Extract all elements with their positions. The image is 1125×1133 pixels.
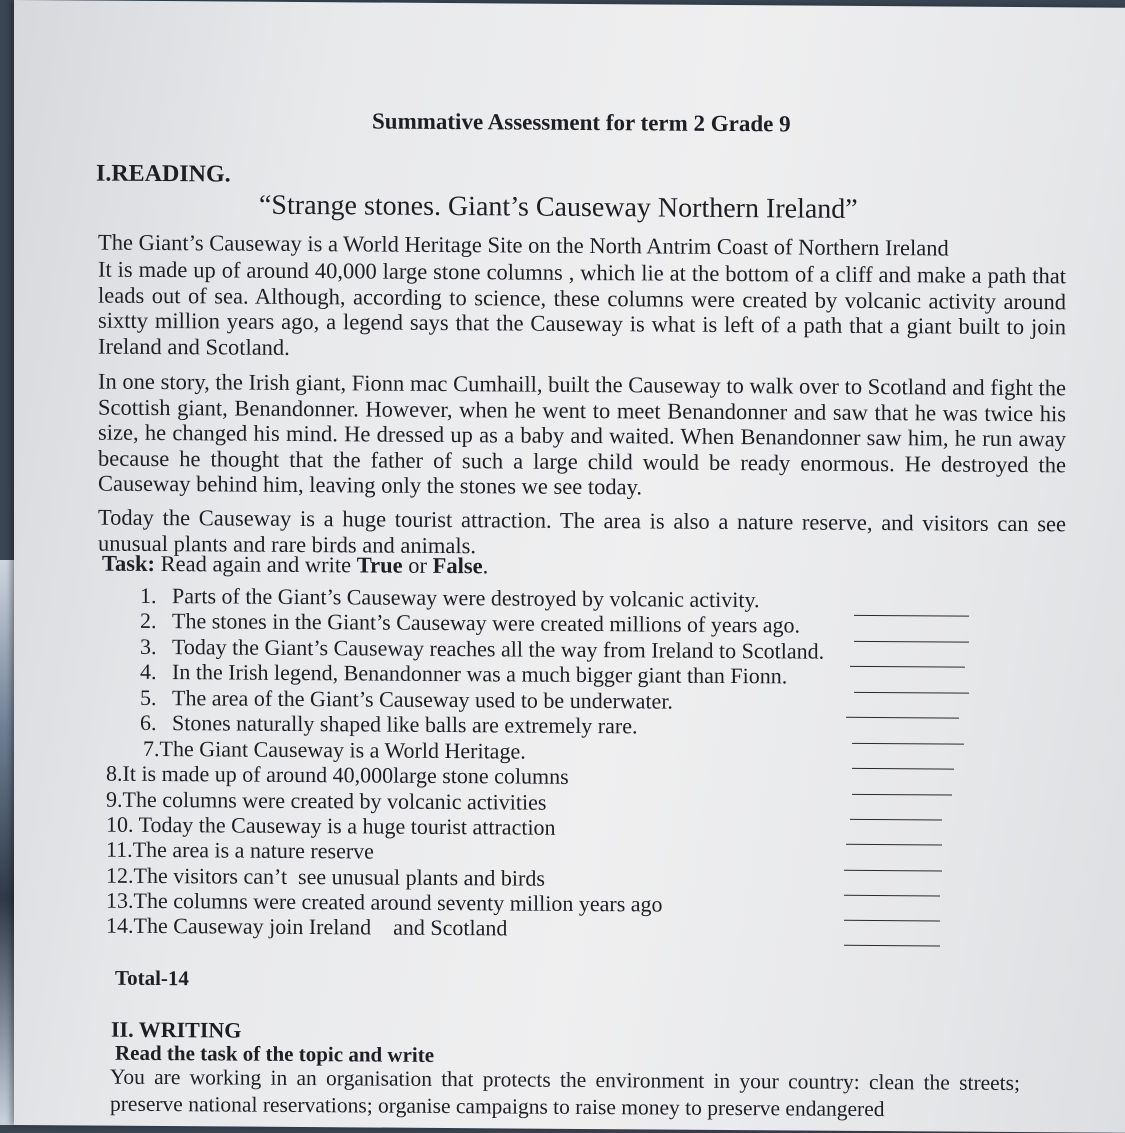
- answer-blank-2[interactable]: [854, 641, 969, 643]
- question-2: 2. The stones in the Giant’s Causeway were created millions of years ago.: [140, 607, 801, 638]
- answer-blank-4[interactable]: [854, 692, 969, 694]
- question-7: 7.The Giant Causeway is a World Heritage.: [143, 735, 526, 764]
- task-label: Task:: [102, 550, 155, 576]
- question-3: 3. Today the Giant’s Causeway reaches all the way from Ireland to Scotland.: [140, 633, 825, 664]
- story-title: “Strange stones. Giant’s Causeway Northern Ireland”: [259, 189, 858, 225]
- question-12: 12.The visitors can’t see unusual plants and birds: [106, 862, 545, 891]
- answer-blank-7[interactable]: [852, 768, 954, 770]
- worksheet-page: [14, 0, 1125, 1133]
- writing-task-text: You are working in an organisation that protects the environment in your country: clean the streets; preserve national reservations; organise campaigns to raise money to preserve endangered: [110, 1064, 1020, 1122]
- answer-blank-11[interactable]: [844, 870, 942, 872]
- answer-blank-14[interactable]: [844, 945, 940, 947]
- question-4: 4. In the Irish legend, Benandonner was a much bigger giant than Fionn.: [140, 658, 788, 689]
- question-14: 14.The Causeway join Ireland and Scotland: [106, 912, 508, 941]
- question-5: 5. The area of the Giant’s Causeway used to be underwater.: [140, 684, 673, 714]
- answer-blank-3[interactable]: [850, 666, 965, 668]
- answer-blank-5[interactable]: [846, 717, 959, 719]
- answer-blank-9[interactable]: [850, 819, 942, 821]
- task-text-a: Read again and write: [154, 550, 357, 578]
- answer-blank-8[interactable]: [852, 794, 952, 796]
- writing-heading: II. WRITING: [111, 1016, 242, 1043]
- paragraph-1: The Giant’s Causeway is a World Heritage Site on the North Antrim Coast of Northern Ireland: [98, 229, 949, 261]
- answer-blank-12[interactable]: [844, 895, 940, 897]
- answer-blank-1[interactable]: [854, 615, 969, 617]
- task-false-word: False: [432, 552, 483, 579]
- writing-subheading: Read the task of the topic and write: [115, 1040, 435, 1067]
- question-1: 1. Parts of the Giant’s Causeway were destroyed by volcanic activity.: [140, 582, 760, 613]
- question-6: 6. Stones naturally shaped like balls are extremely rare.: [140, 709, 638, 739]
- question-9: 9.The columns were created by volcanic activities: [106, 786, 547, 815]
- task-true-word: True: [356, 552, 403, 578]
- paragraph-4: Today the Causeway is a huge tourist attraction. The area is also a nature reserve, and visitors can see unusual plants and rare birds and animals.: [98, 504, 1066, 558]
- question-13: 13.The columns were created around seventy million years ago: [106, 887, 663, 917]
- total-score: Total-14: [115, 965, 189, 991]
- paragraph-2: It is made up of around 40,000 large stone columns , which lie at the bottom of a cliff and make a path that leads out of sea. Although, according to science, these columns were created by volcanic activity around sixtty million years ago, a legend says that the Causeway is what is left of a path that a giant built to join Ireland and Scotland.: [98, 256, 1066, 360]
- question-11: 11.The area is a nature reserve: [106, 836, 374, 864]
- answer-blank-6[interactable]: [852, 743, 964, 745]
- answer-blank-10[interactable]: [846, 844, 942, 846]
- question-8: 8.It is made up of around 40,000large stone columns: [106, 760, 569, 789]
- question-10: 10. Today the Causeway is a huge tourist attraction: [106, 811, 556, 840]
- page-title: Summative Assessment for term 2 Grade 9: [372, 108, 791, 137]
- task-text-or: or: [402, 552, 433, 578]
- reading-heading: I.READING.: [96, 160, 231, 188]
- answer-blank-13[interactable]: [844, 920, 940, 922]
- paragraph-3: In one story, the Irish giant, Fionn mac Cumhaill, built the Causeway to walk over to Scotland and fight the Scottish giant, Benandonner. However, when he went to meet Benandonner and saw that he was twice his size, he changed his mind. He dressed up as a baby and waited. When Benandonner saw him, he run away because he thought that the father of such a large child would be ready enormous. He destroyed the Causeway behind him, leaving only the stones we see today.: [98, 368, 1066, 500]
- task-text-end: .: [482, 553, 489, 579]
- task-instruction: [102, 551, 488, 580]
